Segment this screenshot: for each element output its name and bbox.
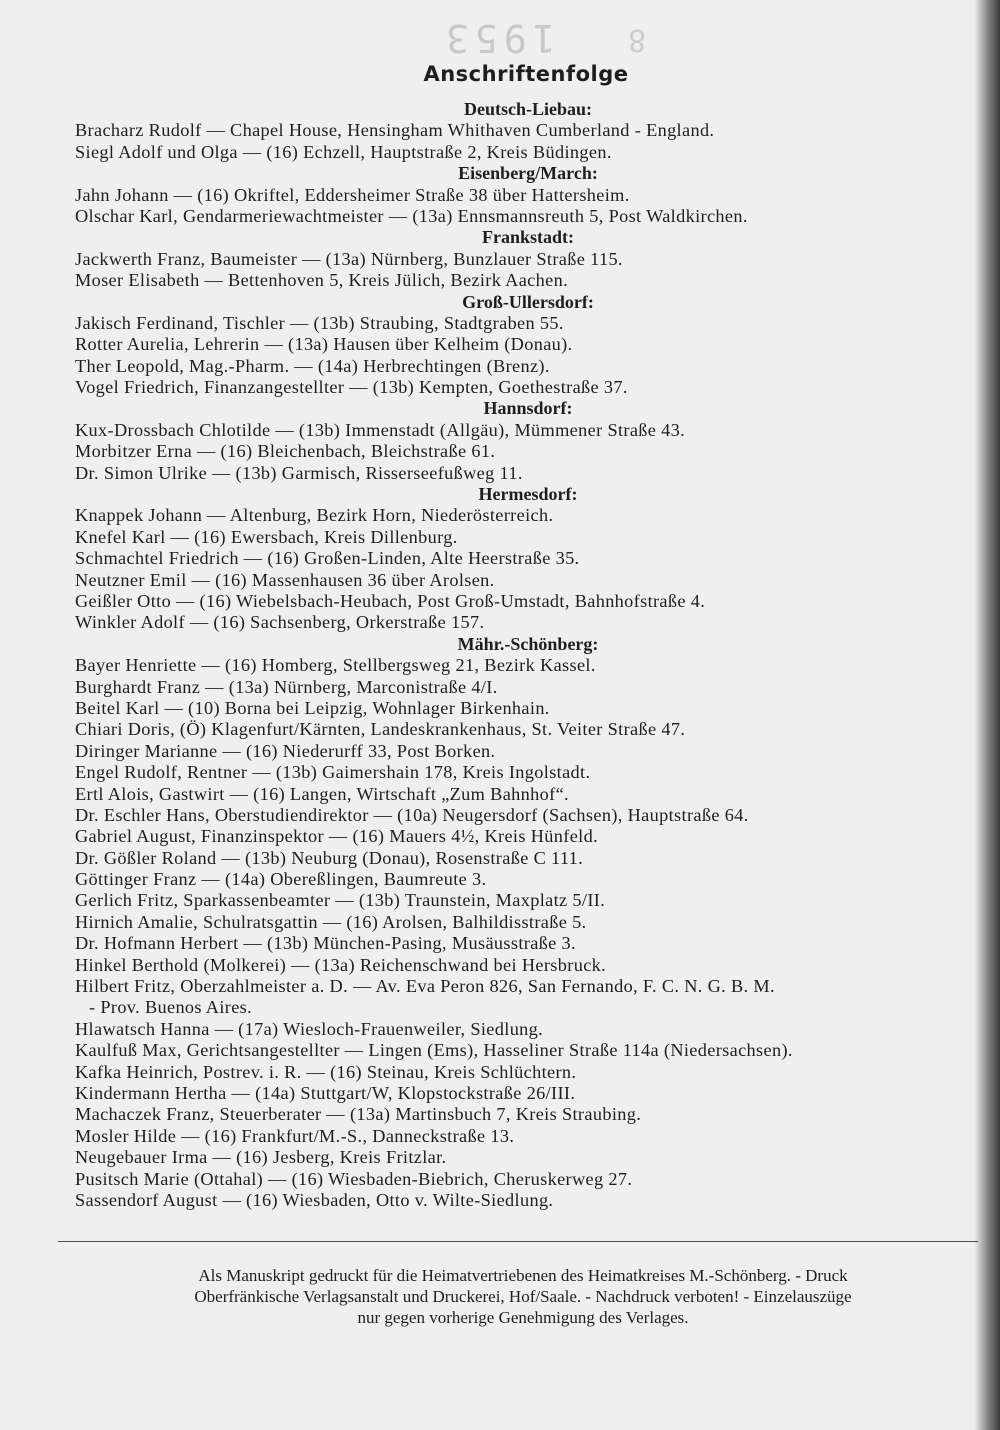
address-entry: Knefel Karl — (16) Ewersbach, Kreis Dillenburg.	[75, 526, 458, 547]
address-entry: Winkler Adolf — (16) Sachsenberg, Orkerstraße 157.	[75, 612, 485, 633]
address-entry: Pusitsch Marie (Ottahal) — (16) Wiesbaden-Biebrich, Cheruskerweg 27.	[75, 1168, 633, 1189]
address-entry: Engel Rudolf, Rentner — (13b) Gaimershain 178, Kreis Ingolstadt.	[75, 762, 591, 783]
address-entry: Olschar Karl, Gendarmeriewachtmeister — (13a) Ennsmannsreuth 5, Post Waldkirchen.	[75, 205, 748, 226]
section-heading: Mähr.-Schönberg:	[457, 633, 599, 654]
address-entry: Kindermann Hertha — (14a) Stuttgart/W, Klopstockstraße 26/III.	[75, 1082, 576, 1103]
footer-line: Als Manuskript gedruckt für die Heimatvertriebenen des Heimatkreises M.-Schönberg. - Druck	[198, 1266, 848, 1285]
address-entry: Burghardt Franz — (13a) Nürnberg, Marconistraße 4/I.	[75, 676, 498, 697]
address-entry: Sassendorf August — (16) Wiesbaden, Otto v. Wilte-Siedlung.	[75, 1189, 554, 1210]
address-entry: Vogel Friedrich, Finanzangestellter — (13b) Kempten, Goethestraße 37.	[75, 377, 628, 398]
footer-line: Oberfränkische Verlagsanstalt und Druckerei, Hof/Saale. - Nachdruck verboten! - Einzelauszüge	[194, 1287, 852, 1306]
address-entry: Geißler Otto — (16) Wiebelsbach-Heubach, Post Groß-Umstadt, Bahnhofstraße 4.	[75, 590, 706, 611]
address-entry: Göttinger Franz — (14a) Obereßlingen, Baumreute 3.	[75, 869, 487, 890]
address-entry: Kaulfuß Max, Gerichtsangestellter — Lingen (Ems), Hasseliner Straße 114a (Niedersachsen).	[75, 1040, 793, 1061]
address-entry: Bracharz Rudolf — Chapel House, Hensingham Whithaven Cumberland - England.	[75, 120, 715, 141]
address-entry: Siegl Adolf und Olga — (16) Echzell, Hauptstraße 2, Kreis Büdingen.	[75, 141, 612, 162]
address-entry: Morbitzer Erna — (16) Bleichenbach, Bleichstraße 61.	[75, 441, 496, 462]
address-entry: Dr. Simon Ulrike — (13b) Garmisch, Risserseefußweg 11.	[75, 462, 523, 483]
address-list	[75, 99, 975, 1211]
address-entry: Jakisch Ferdinand, Tischler — (13b) Straubing, Stadtgraben 55.	[75, 312, 564, 333]
address-entry: Dr. Gößler Roland — (13b) Neuburg (Donau), Rosenstraße C 111.	[75, 847, 584, 868]
address-entry: Bayer Henriette — (16) Homberg, Stellbergsweg 21, Bezirk Kassel.	[75, 655, 596, 676]
section-heading: Groß-Ullersdorf:	[462, 291, 594, 312]
address-entry: Ertl Alois, Gastwirt — (16) Langen, Wirtschaft „Zum Bahnhof“.	[75, 783, 569, 804]
address-entry: Gerlich Fritz, Sparkassenbeamter — (13b) Traunstein, Maxplatz 5/II.	[75, 890, 606, 911]
address-entry: Ther Leopold, Mag.-Pharm. — (14a) Herbrechtingen (Brenz).	[75, 355, 550, 376]
address-entry: Dr. Hofmann Herbert — (13b) München-Pasing, Musäusstraße 3.	[75, 933, 576, 954]
address-entry: Hilbert Fritz, Oberzahlmeister a. D. — Av. Eva Peron 826, San Fernando, F. C. N. G. B. M.	[75, 976, 775, 997]
section-heading: Hermesdorf:	[478, 484, 578, 505]
address-entry: Mosler Hilde — (16) Frankfurt/M.-S., Danneckstraße 13.	[75, 1125, 515, 1146]
stamp-mark: 8	[628, 22, 647, 57]
address-entry: Kafka Heinrich, Postrev. i. R. — (16) Steinau, Kreis Schlüchtern.	[75, 1061, 577, 1082]
year-stamp: 1953	[440, 16, 556, 60]
address-entry: Beitel Karl — (10) Borna bei Leipzig, Wohnlager Birkenhain.	[75, 697, 550, 718]
section-heading: Hannsdorf:	[483, 398, 573, 419]
address-entry: Rotter Aurelia, Lehrerin — (13a) Hausen über Kelheim (Donau).	[75, 334, 573, 355]
address-entry: Neugebauer Irma — (16) Jesberg, Kreis Fritzlar.	[75, 1147, 447, 1168]
page-title: Anschriftenfolge	[423, 62, 629, 86]
address-entry: Moser Elisabeth — Bettenhoven 5, Kreis Jülich, Bezirk Aachen.	[75, 270, 568, 291]
address-entry: Kux-Drossbach Chlotilde — (13b) Immenstadt (Allgäu), Mümmener Straße 43.	[75, 419, 686, 440]
footer-line: nur gegen vorherige Genehmigung des Verlages.	[357, 1308, 689, 1327]
section-heading: Eisenberg/March:	[458, 163, 598, 184]
address-entry: Schmachtel Friedrich — (16) Großen-Linden, Alte Heerstraße 35.	[75, 548, 580, 569]
address-entry: Hlawatsch Hanna — (17a) Wiesloch-Frauenweiler, Siedlung.	[75, 1018, 544, 1039]
address-entry: Neutzner Emil — (16) Massenhausen 36 über Arolsen.	[75, 569, 495, 590]
page-edge-shadow	[974, 0, 1000, 1430]
section-heading: Frankstadt:	[481, 227, 574, 248]
address-entry: Knappek Johann — Altenburg, Bezirk Horn, Niederösterreich.	[75, 505, 554, 526]
address-entry: Jahn Johann — (16) Okriftel, Eddersheimer Straße 38 über Hattersheim.	[75, 184, 630, 205]
section-heading: Deutsch-Liebau:	[463, 99, 592, 119]
imprint-footer	[58, 1265, 988, 1328]
address-entry: Hirnich Amalie, Schulratsgattin — (16) Arolsen, Balhildisstraße 5.	[75, 911, 587, 932]
address-entry: Chiari Doris, (Ö) Klagenfurt/Kärnten, Landeskrankenhaus, St. Veiter Straße 47.	[75, 719, 686, 740]
address-entry: Diringer Marianne — (16) Niederurff 33, Post Borken.	[75, 740, 496, 761]
address-entry: Gabriel August, Finanzinspektor — (16) Mauers 4½, Kreis Hünfeld.	[75, 826, 599, 847]
address-entry: Dr. Eschler Hans, Oberstudiendirektor — (10a) Neugersdorf (Sachsen), Hauptstraße 64.	[75, 804, 749, 825]
address-entry: - Prov. Buenos Aires.	[89, 997, 253, 1018]
address-entry: Jackwerth Franz, Baumeister — (13a) Nürnberg, Bunzlauer Straße 115.	[75, 248, 623, 269]
address-entry: Hinkel Berthold (Molkerei) — (13a) Reichenschwand bei Hersbruck.	[75, 954, 607, 975]
footer-divider	[58, 1241, 978, 1242]
address-entry: Machaczek Franz, Steuerberater — (13a) Martinsbuch 7, Kreis Straubing.	[75, 1104, 642, 1125]
